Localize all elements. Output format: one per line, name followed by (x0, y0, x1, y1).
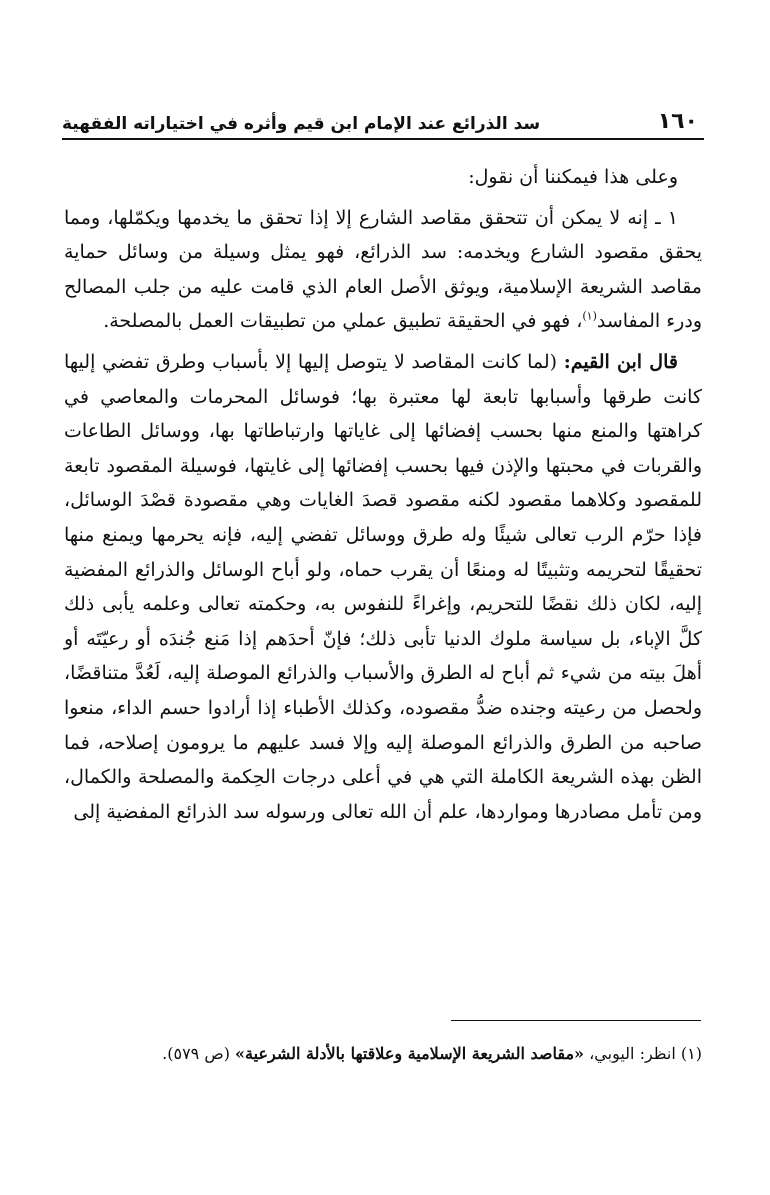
point-one-ending: ، فهو في الحقيقة تطبيق عملي من تطبيقات العمل بالمصلحة. (103, 310, 583, 333)
footnote-number: (١) (680, 1044, 702, 1063)
quote-text: (لما كانت المقاصد لا يتوصل إليها إلا بأسباب وطرق تفضي إليها كانت طرقها وأسبابها تابعة لها معتبرة بها؛ فوسائل المحرمات والمعاصي في كراهتها والمنع منها بحسب إفضائها إلى غاياتها وارتباطاتها بها، ووسائل الطاعات والقربات في محبتها والإذن فيها بحسب إفضائها إلى غايتها، فوسيلة المقصود تابعة للمقصود وكلاهما مقصود لكنه مقصود قصدَ الغايات وهي مقصودة قصْدَ الوسائل، فإذا حرّم الرب تعالى شيئًا وله طرق ووسائل تفضي إليه، فإنه يحرمها ويمنع منها تحقيقًا لتحريمه وتثبيتًا له ومنعًا أن يقرب حماه، ولو أباح الوسائل والذرائع المفضية إليه، لكان ذلك نقضًا للتحريم، وإغراءً للنفوس به، وحكمته تعالى وعلمه يأبى ذلك كلَّ الإباء، بل سياسة ملوك الدنيا تأبى ذلك؛ فإنّ أحدَهم إذا مَنع جُندَه أو رعيّتَه أو أهلَ بيته من شيء ثم أباح له الطرق والأسباب والذرائع الموصلة إليه، لَعُدَّ متناقضًا، ولحصل من رعيته وجنده ضدُّ مقصوده، وكذلك الأطباء إذا أرادوا حسم الداء، منعوا صاحبه من الطرق والذرائع الموصلة إليه وإلا فسد عليهم ما يرومون إصلاحه، فما الظن بهذه الشريعة الكاملة التي هي في أعلى درجات الحِكمة والمصلحة والكمال، ومن تأمل مصادرها ومواردها، علم أن الله تعالى ورسوله سد الذرائع المفضية إلى (64, 350, 702, 823)
running-header (62, 100, 702, 134)
main-text (64, 160, 702, 835)
point-one-paragraph (64, 201, 702, 339)
quote-paragraph (64, 345, 702, 829)
header-divider (62, 138, 704, 140)
page-number: ١٦٠ (657, 109, 698, 134)
footnote-prefix: انظر: اليوبي، (584, 1044, 681, 1063)
footnote-book-title: «مقاصد الشريعة الإسلامية وعلاقتها بالأدلة الشرعية» (235, 1044, 585, 1063)
footnote (64, 1040, 702, 1068)
intro-paragraph: وعلى هذا فيمكننا أن نقول: (468, 166, 678, 188)
running-header-title: سد الذرائع عند الإمام ابن قيم وأثره في اختياراته الفقهية (62, 114, 541, 134)
footnote-reference: (١) (582, 310, 597, 324)
footnote-divider (451, 1020, 701, 1021)
quote-speaker: قال ابن القيم: (563, 350, 678, 373)
footnote-page-ref: (ص ٥٧٩). (162, 1044, 236, 1063)
point-one-text: ١ ـ إنه لا يمكن أن تتحقق مقاصد الشارع إلا إذا تحقق ما يخدمها ويكمّلها، ومما يحقق مقصود الشارع ويخدمه: سد الذرائع، فهو يمثل وسيلة من وسائل حماية مقاصد الشريعة الإسلامية، ويوثق الأصل العام الذي قامت عليه من جلب المصالح ودرء المفاسد (64, 206, 702, 333)
